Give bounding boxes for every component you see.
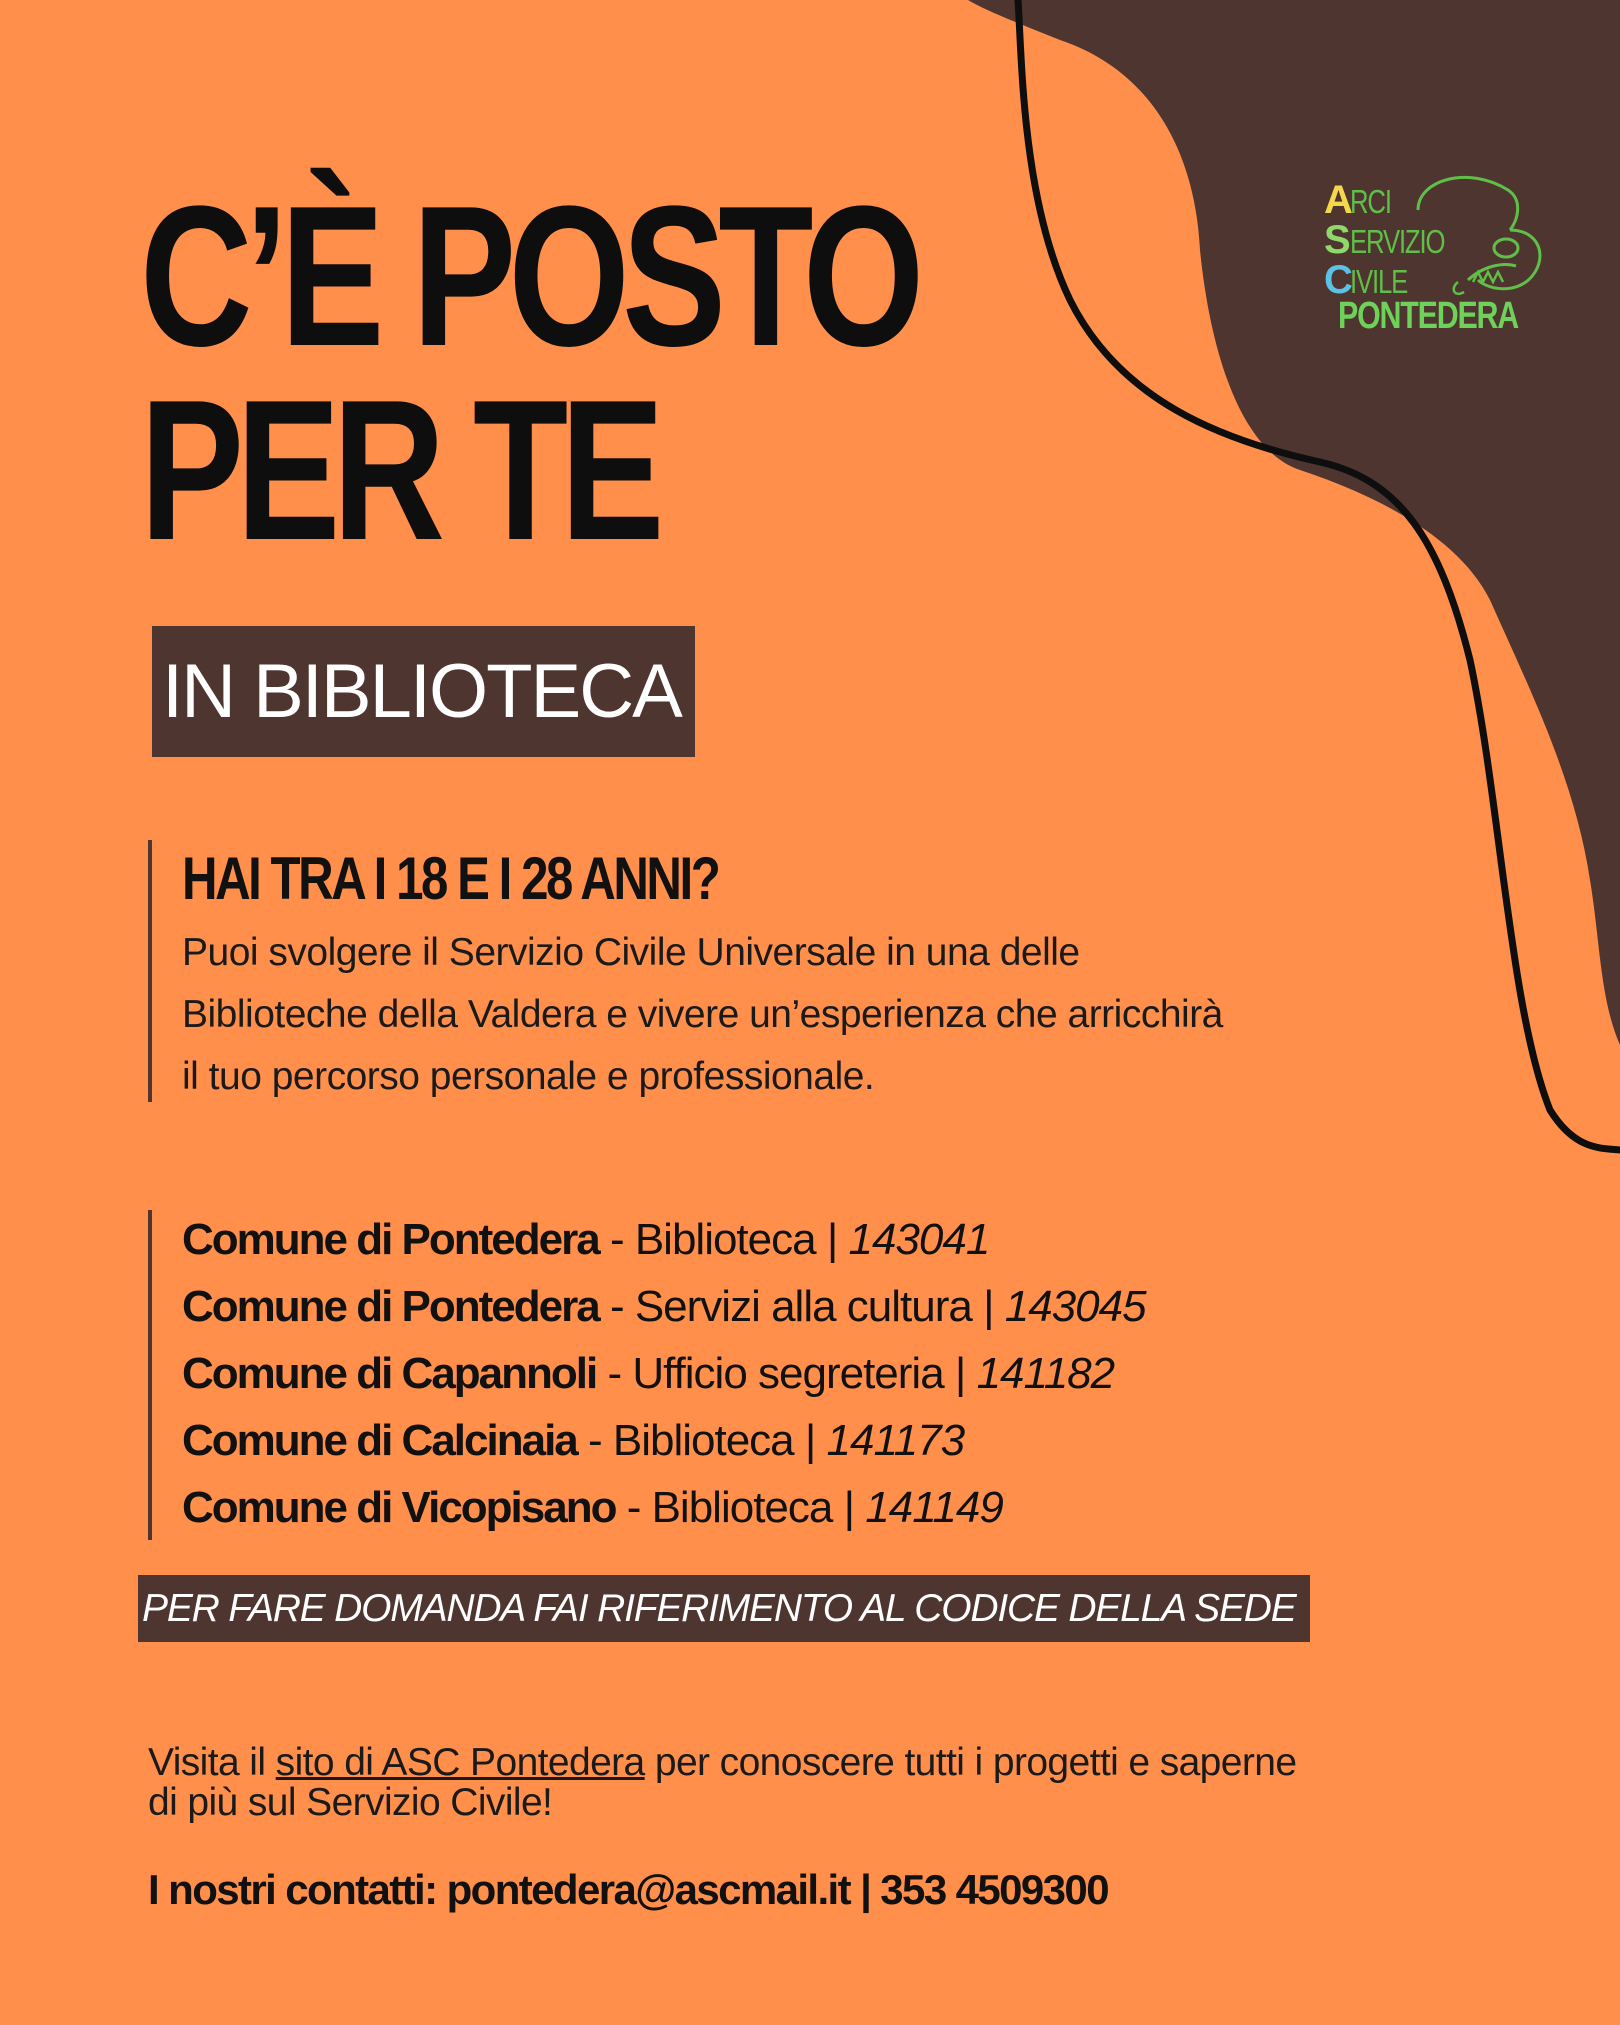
headline-line-1: C’È POSTO [140,165,917,388]
visit-text [148,1743,1498,1823]
brown-blob [968,0,1620,1045]
location-service: - Biblioteca | [576,1416,827,1465]
logo-initial-s: S [1324,218,1351,262]
locations-accent-bar [148,1210,152,1540]
headline [140,165,917,582]
logo-word-ervizio: ERVIZIO [1350,223,1445,260]
location-service: - Ufficio segreteria | [596,1349,977,1398]
logo-word-ivile: IVILE [1350,263,1408,300]
intro-line: il tuo percorso personale e professionale. [182,1055,875,1098]
age-question: HAI TRA I 18 E I 28 ANNI? [182,845,719,912]
subtitle-chip: IN BIBLIOTECA [152,626,695,757]
logo-row-civile [1324,260,1524,300]
intro-line: Biblioteche della Valdera e vivere un’esperienza che arricchirà [182,993,1223,1036]
visit-line-2: di più sul Servizio Civile! [148,1781,553,1824]
logo-city: PONTEDERA [1338,295,1519,337]
locations-list [182,1206,1146,1541]
logo-row-arci [1324,180,1524,220]
location-name: Comune di Pontedera [182,1282,599,1331]
visit-before: Visita il [148,1741,276,1784]
logo-word-rci: RCI [1350,183,1391,220]
location-name: Comune di Vicopisano [182,1483,616,1532]
location-name: Comune di Pontedera [182,1215,599,1264]
contacts-line: I nostri contatti: pontedera@ascmail.it | 353 4509300 [148,1866,1108,1913]
location-code: 143045 [1004,1282,1146,1331]
visit-after: per conoscere tutti i progetti e saperne [644,1741,1297,1784]
location-service: - Biblioteca | [615,1483,866,1532]
location-name: Comune di Capannoli [182,1349,597,1398]
list-item [182,1273,1146,1340]
list-item [182,1206,1146,1273]
intro-paragraph [182,922,1482,1108]
headline-line-2: PER TE [140,359,657,582]
logo-initial-c: C [1324,258,1353,302]
intro-line: Puoi svolgere il Servizio Civile Universale in una delle [182,931,1080,974]
question-accent-bar [148,840,152,1102]
asc-site-link[interactable]: sito di ASC Pontedera [275,1741,645,1784]
visit-line-1 [148,1743,1498,1783]
location-service: - Biblioteca | [598,1215,849,1264]
application-banner: PER FARE DOMANDA FAI RIFERIMENTO AL CODICE DELLA SEDE [138,1575,1310,1642]
location-service: - Servizi alla cultura | [598,1282,1005,1331]
location-code: 143041 [848,1215,990,1264]
logo-row-servizio [1324,220,1524,260]
asc-pontedera-logo [1318,170,1558,350]
logo-initial-a: A [1324,178,1353,222]
list-item [182,1407,1146,1474]
location-code: 141149 [865,1483,1003,1532]
location-code: 141182 [976,1349,1115,1398]
list-item [182,1340,1146,1407]
list-item [182,1474,1146,1541]
location-code: 141173 [826,1416,965,1465]
location-name: Comune di Calcinaia [182,1416,577,1465]
